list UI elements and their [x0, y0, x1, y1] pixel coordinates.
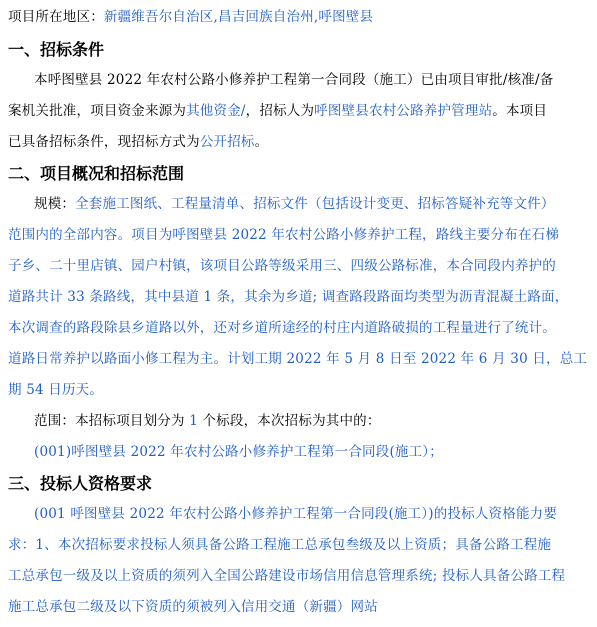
- text-span: 。本项目: [492, 103, 548, 119]
- text-span: ，招标人为: [245, 103, 315, 119]
- section-1-paragraph: [8, 65, 589, 158]
- text-span: 本呼图壁县 2022 年农村公路小修养护工程第一合同段（施工）已由项目审批/核准/备: [34, 72, 554, 88]
- tenderer-name: 呼图壁县农村公路养护管理站: [314, 103, 493, 119]
- text-line: [8, 127, 589, 158]
- text-span: 。: [254, 134, 269, 150]
- text-line: [8, 65, 589, 96]
- qualification-line: 施工总承包二级及以下资质的须被列入信用交通（新疆）网站: [8, 599, 378, 615]
- tender-method: 公开招标: [199, 134, 255, 150]
- section-3-qualification: [8, 499, 589, 623]
- project-location: [8, 6, 589, 28]
- scale-text-line: 子乡、二十里店镇、园户村镇，该项目公路等级采用三、四级公路标准，本合同段内养护的: [8, 258, 556, 274]
- scale-text: 全套施工图纸、工程量清单、招标文件（包括设计变更、招标答疑补充等文件）: [75, 196, 555, 212]
- location-value: 新疆维吾尔自治区,昌吉回族自治州,呼图壁县: [103, 9, 374, 25]
- lot-item: (001)呼图壁县 2022 年农村公路小修养护工程第一合同段(施工）；: [34, 444, 443, 460]
- scale-text-line: 期 54 日历天。: [8, 382, 104, 398]
- section-2-range: [8, 406, 589, 437]
- scale-label: 规模：: [34, 196, 76, 212]
- lot-count: 1: [184, 413, 203, 429]
- section-2-scale: [8, 189, 589, 406]
- text-line: [8, 189, 589, 220]
- qualification-line: (001 呼图壁县 2022 年农村公路小修养护工程第一合同段(施工）)的投标人资格能力要: [34, 506, 558, 522]
- text-span: 已具备招标条件，现招标方式为: [8, 134, 200, 150]
- scale-text-line: 道路共计 33 条路线，其中县道 1 条，其余为乡道; 调查路段路面均类型为沥青混凝土路面，: [8, 289, 569, 305]
- section-1-heading: 一、招标条件: [8, 40, 105, 59]
- section-3-heading: 三、投标人资格要求: [8, 474, 153, 493]
- text-span: 案机关批准，项目资金来源为: [8, 103, 187, 119]
- scale-text-line: 本次调查的路段除县乡道路以外，还对乡道所途经的村庄内道路破损的工程量进行了统计。: [8, 320, 556, 336]
- text-span: 范围：本招标项目划分为: [34, 413, 185, 429]
- scale-text-line: 范围内的全部内容。项目为呼图壁县 2022 年农村公路小修养护工程，路线主要分布在石梯: [8, 227, 560, 243]
- section-2-heading: 二、项目概况和招标范围: [8, 164, 185, 183]
- text-span: 个标段，本次招标为其中的：: [202, 413, 381, 429]
- qualification-line: 求：1、本次招标要求投标人须具备公路工程施工总承包叁级及以上资质；具备公路工程施: [8, 537, 552, 553]
- location-label: 项目所在地区：: [8, 9, 104, 25]
- fund-source: 其他资金/: [186, 103, 246, 119]
- text-line: [8, 96, 589, 127]
- qualification-line: 工总承包一级及以上资质的须列入全国公路建设市场信用信息管理系统; 投标人具备公路工程: [8, 568, 566, 584]
- scale-text-line: 道路日常养护以路面小修工程为主。计划工期 2022 年 5 月 8 日至 2022 年 6 月 30 日，总工: [8, 351, 588, 367]
